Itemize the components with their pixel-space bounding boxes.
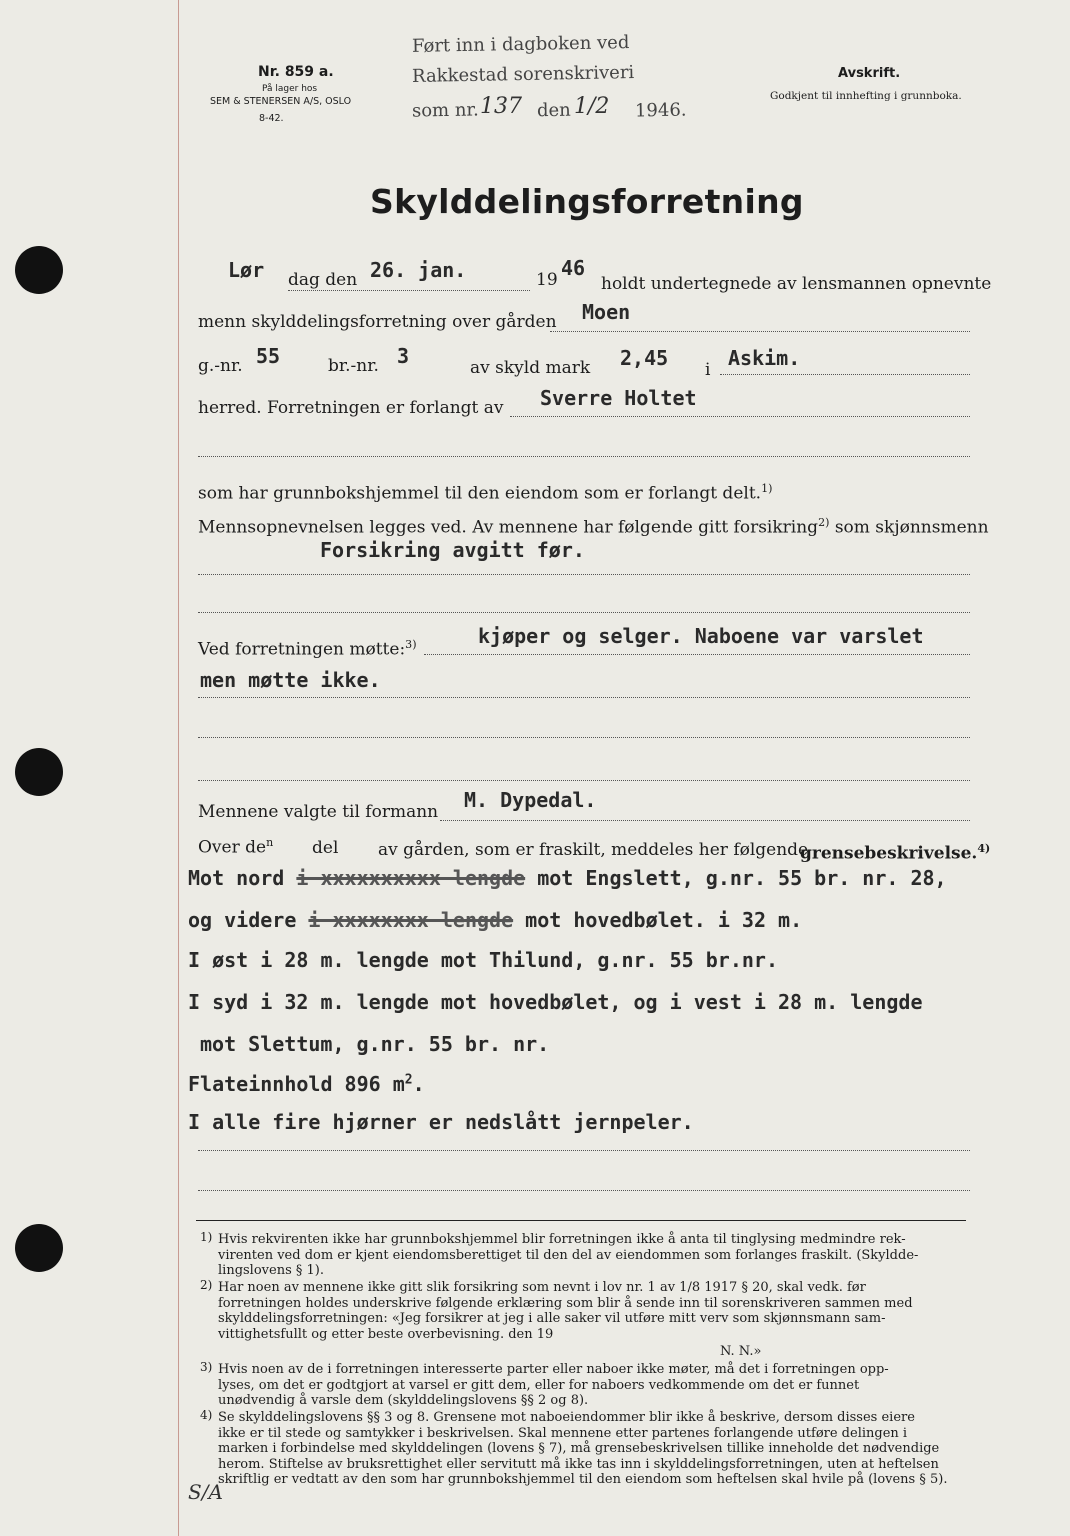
hjemmel-text: som har grunnbokshjemmel til den eiendom som er forlangt delt.$^{1)}$: [198, 482, 773, 504]
holdt-text: holdt undertegnede av lensmannen opnevnte: [601, 274, 992, 294]
fill-line: [198, 456, 970, 457]
grense-label: grensebeskrivelse.$^{4)}$: [800, 842, 991, 864]
boundary-line: I øst i 28 m. lengde mot Thilund, g.nr. 55 br.nr.: [188, 948, 779, 972]
fill-line: [198, 612, 970, 613]
stamp-line: Rakkestad sorenskriveri: [411, 62, 635, 87]
form-number: Nr. 859 a.: [258, 64, 334, 80]
stamp-line: Ført inn i dagboken ved: [411, 32, 630, 57]
boundary-line: I alle fire hjørner er nedslått jernpeler.: [188, 1110, 694, 1134]
del-label: del: [312, 838, 339, 858]
footnote-4: Se skylddelingslovens §§ 3 og 8. Grensene mot naboeiendommer blir ikke å beskrive, dersom disses eiere ikke er til stede og samtykker i beskrivelsen. Skal mennene etter partenes forlangende utføre delingen i marken i forbindelse med skylddelingen (lovens § 7), må grensebeskrivelsen tillike inneholde det nødvendige herom. Stiftelse av bruksrettighet eller servitutt må ikke tas inn i skylddelingsforretningen, uten at heftelsen skriftlig er vedtatt av den som har grunnbokshjemmel til den eiendom som heftelsen skal hvile på (lovens § 5).: [218, 1410, 948, 1487]
margin-line: [178, 0, 179, 1536]
motte-label: Ved forretningen møtte:$^{3)}$: [198, 638, 417, 660]
footnote-2: Har noen av mennene ikke gitt slik forsikring som nevnt i lov nr. 1 av 1/8 1917 § 20, skal vedk. før forretningen holdes underskrive følgende erklæring som blir å sende inn til sorenskriveren sammen med skylddelingsforretningen: «Jeg forsikrer at jeg i alle saker vil utføre mitt verv som skjønnsmann sam- vittighetsfullt og etter beste overbevisning. den 19: [218, 1280, 913, 1342]
fill-line: [198, 1150, 970, 1151]
weekday-value: Lør: [228, 258, 265, 282]
fill-line: [198, 574, 970, 575]
punch-hole: [15, 246, 63, 294]
skyld-label: av skyld mark: [470, 358, 591, 378]
printer-line: 8-42.: [259, 113, 284, 124]
motte-line1: kjøper og selger. Naboene var varslet: [478, 624, 924, 648]
footnote-mark: 1): [200, 1230, 213, 1244]
boundary-line: Flateinnhold 896 $m^2$.: [188, 1072, 425, 1096]
gnr-value: 55: [256, 344, 281, 368]
menn-text: menn skylddelingsforretning over gården: [198, 312, 557, 332]
stamp-number: 137: [480, 94, 522, 119]
boundary-line: Mot nord i xxxxxxxxxx lengde mot Engslett, g.nr. 55 br. nr. 28,: [188, 866, 947, 890]
stamp-prefix: som nr.: [411, 99, 479, 122]
fill-line: [424, 654, 970, 655]
footnote-1: Hvis rekvirenten ikke har grunnbokshjemmel blir forretningen ikke å anta til tinglysing medmindre rek- virenten ved dom er kjent eiendomsberettiget til den del av eiendommen som forlanges fraskilt. (Skyldde- lingslovens § 1).: [218, 1232, 919, 1278]
footnote-mark: 4): [200, 1408, 213, 1422]
fill-line: [198, 737, 970, 738]
over-de-label: Over $de^n$: [198, 836, 274, 858]
boundary-line: I syd i 32 m. lengde mot hovedbølet, og i vest i 28 m. lengde: [188, 990, 923, 1014]
brnr-value: 3: [397, 344, 410, 368]
punch-hole: [15, 1224, 63, 1272]
herred-text: herred. Forretningen er forlangt av: [198, 398, 504, 418]
fill-line: [198, 697, 970, 698]
printer-line: SEM & STENERSEN A/S, OSLO: [210, 96, 352, 107]
document-title: Skylddelingsforretning: [370, 182, 804, 221]
punch-hole: [15, 748, 63, 796]
date-value: 26. jan.: [370, 258, 467, 282]
i-label: i: [705, 360, 711, 380]
year-prefix: 19: [536, 270, 558, 290]
motte-line2: men møtte ikke.: [200, 668, 381, 692]
farm-value: Moen: [582, 300, 631, 324]
stamp-date: 1/2: [574, 94, 610, 119]
footnote-2-signature: N. N.»: [720, 1344, 762, 1359]
requested-by-value: Sverre Holtet: [540, 386, 697, 410]
fill-line: [288, 290, 530, 291]
skyld-value: 2,45: [620, 346, 669, 370]
municipality-value: Askim.: [728, 346, 801, 370]
margin-note: S/A: [188, 1480, 223, 1504]
stamp-den: den: [536, 99, 571, 122]
fill-line: [198, 780, 970, 781]
godkjent-label: Godkjent til innhefting i grunnboka.: [770, 90, 962, 102]
fill-line: [440, 820, 970, 821]
formann-label: Mennene valgte til formann: [198, 802, 439, 822]
fill-line: [198, 1190, 970, 1191]
boundary-line: og videre i xxxxxxxx lengde mot hovedbølet. i 32 m.: [188, 908, 803, 932]
brnr-label: br.-nr.: [328, 356, 379, 376]
footnote-mark: 3): [200, 1360, 213, 1374]
footnote-3: Hvis noen av de i forretningen interesserte parter eller naboer ikke møter, må det i forretningen opp- lyses, om det er godtgjort at varsel er gitt dem, eller for naboers vedkommende om det er funnet unødvendig å varsle dem (skylddelingslovens §§ 2 og 8).: [218, 1362, 889, 1408]
forsikring-value: Forsikring avgitt før.: [320, 538, 585, 562]
stamp-year: 1946.: [634, 99, 687, 122]
avskrift-label: Avskrift.: [838, 66, 901, 81]
fill-line: [550, 331, 970, 332]
gnr-label: g.-nr.: [198, 356, 243, 376]
footnote-rule: [196, 1220, 966, 1221]
formann-value: M. Dypedal.: [464, 788, 597, 812]
printer-line: På lager hos: [262, 84, 318, 94]
garden-text: av gården, som er fraskilt, meddeles her følgende: [378, 840, 809, 860]
boundary-line: mot Slettum, g.nr. 55 br. nr.: [200, 1032, 550, 1056]
fill-line: [720, 374, 970, 375]
dag-den-label: dag den: [288, 270, 358, 290]
footnote-mark: 2): [200, 1278, 213, 1292]
menns-text: Mennsopnevnelsen legges ved. Av mennene har følgende gitt forsikring$^{2)}$ som skjønnsmenn: [198, 516, 989, 538]
year-suffix: 46: [561, 256, 586, 280]
fill-line: [510, 416, 970, 417]
